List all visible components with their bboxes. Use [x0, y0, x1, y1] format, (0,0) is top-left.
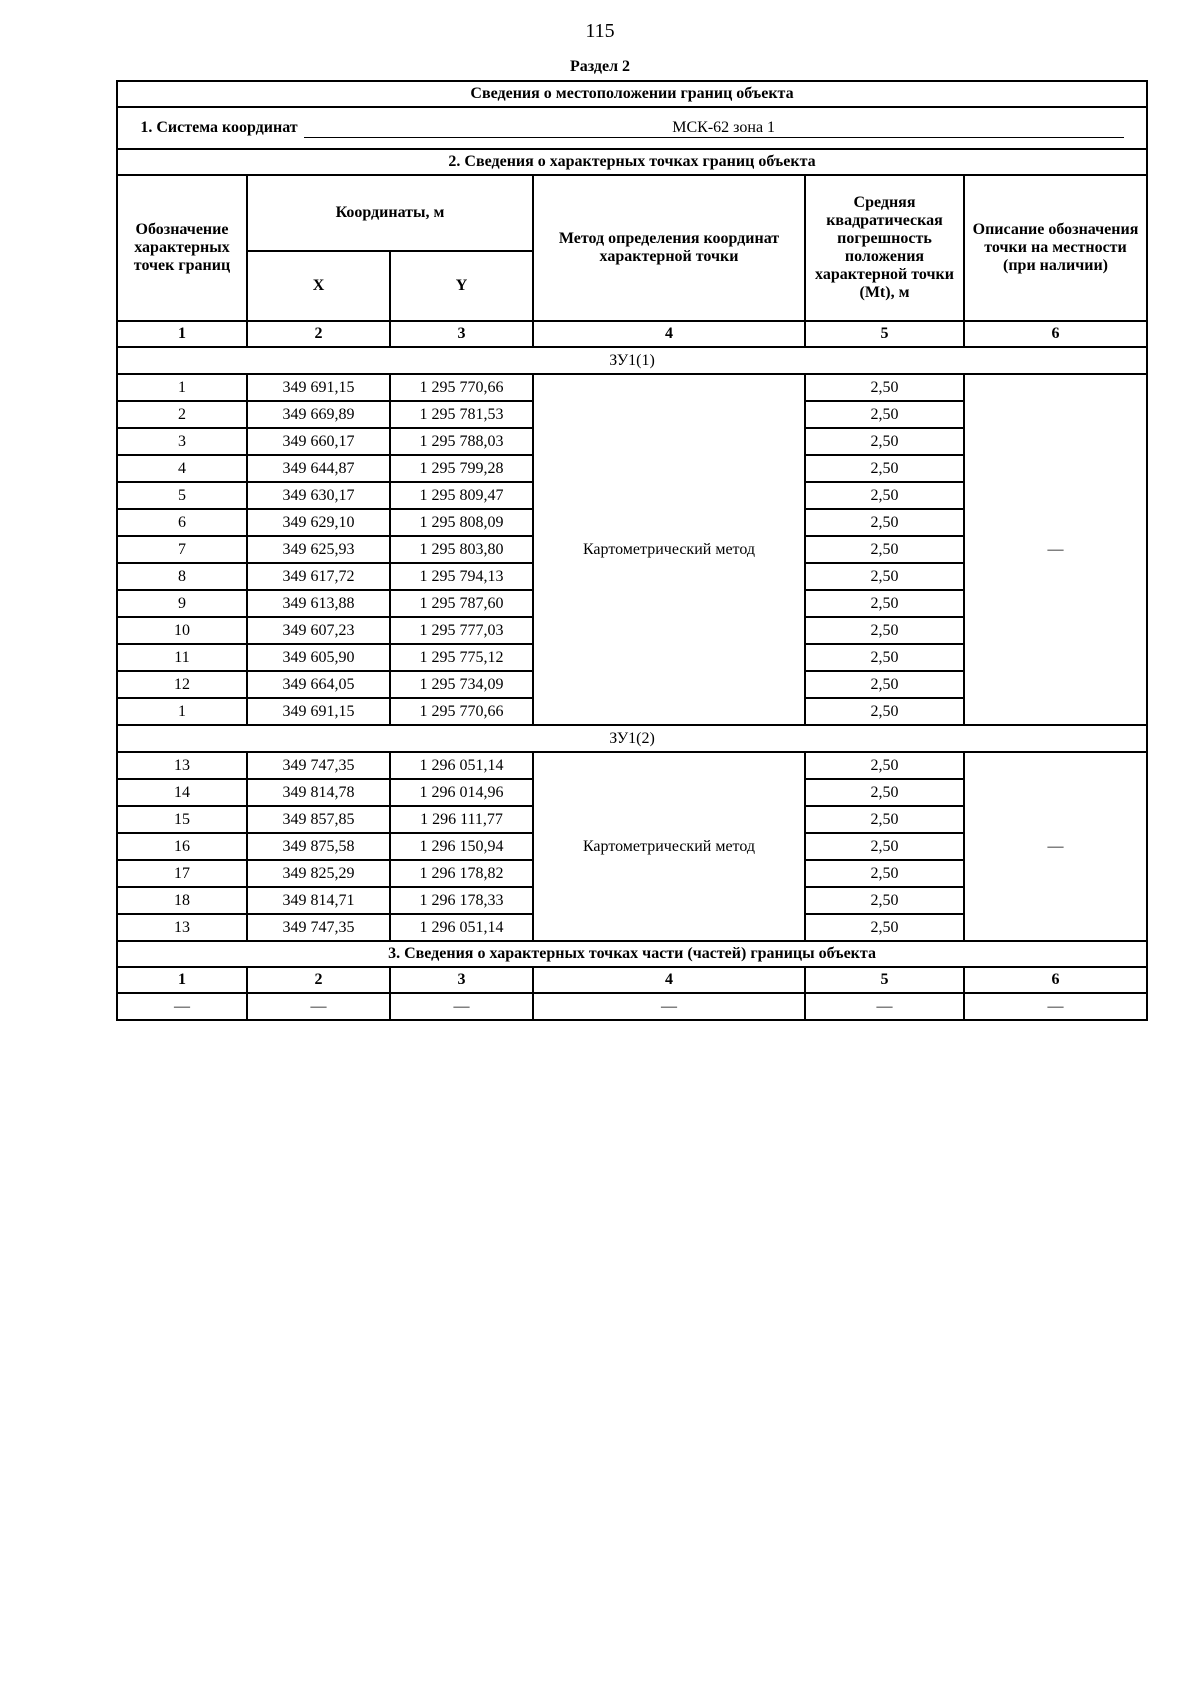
coord-x: 349 644,87: [247, 455, 390, 482]
coord-y: 1 296 051,14: [390, 752, 533, 779]
coord-system-row: [117, 107, 1147, 149]
part-point-cell: —: [247, 993, 390, 1020]
group-label: ЗУ1(1): [117, 347, 1147, 374]
column-number: 4: [533, 321, 805, 347]
point-number: 15: [117, 806, 247, 833]
coord-y: 1 295 777,03: [390, 617, 533, 644]
error-value: 2,50: [805, 563, 964, 590]
coord-y: 1 295 770,66: [390, 374, 533, 401]
column-number: 6: [964, 967, 1147, 993]
coord-x: 349 747,35: [247, 752, 390, 779]
column-numbers-row-2: [117, 967, 1147, 993]
error-value: 2,50: [805, 806, 964, 833]
point-number: 18: [117, 887, 247, 914]
coord-y: 1 295 799,28: [390, 455, 533, 482]
coord-y: 1 295 787,60: [390, 590, 533, 617]
coord-x: 349 814,71: [247, 887, 390, 914]
header-coords: Координаты, м: [247, 175, 533, 251]
coord-y: 1 295 809,47: [390, 482, 533, 509]
table-title: Сведения о местоположении границ объекта: [117, 81, 1147, 107]
point-number: 13: [117, 752, 247, 779]
coord-y: 1 295 808,09: [390, 509, 533, 536]
error-value: 2,50: [805, 860, 964, 887]
error-value: 2,50: [805, 698, 964, 725]
part-point-cell: —: [533, 993, 805, 1020]
error-value: 2,50: [805, 536, 964, 563]
coord-x: 349 691,15: [247, 374, 390, 401]
part-point-cell: —: [805, 993, 964, 1020]
part-points-row: [117, 993, 1147, 1020]
error-value: 2,50: [805, 428, 964, 455]
column-number: 4: [533, 967, 805, 993]
section-title: Раздел 2: [569, 58, 631, 75]
coord-x: 349 613,88: [247, 590, 390, 617]
point-number: 12: [117, 671, 247, 698]
coord-y: 1 296 150,94: [390, 833, 533, 860]
method-cell: Картометрический метод: [533, 374, 805, 725]
error-value: 2,50: [805, 455, 964, 482]
coord-y: 1 295 770,66: [390, 698, 533, 725]
coord-x: 349 664,05: [247, 671, 390, 698]
coord-x: 349 660,17: [247, 428, 390, 455]
coord-x: 349 857,85: [247, 806, 390, 833]
error-value: 2,50: [805, 644, 964, 671]
coord-y: 1 295 794,13: [390, 563, 533, 590]
coord-x: 349 607,23: [247, 617, 390, 644]
error-value: 2,50: [805, 509, 964, 536]
group-label: ЗУ1(2): [117, 725, 1147, 752]
coord-x: 349 669,89: [247, 401, 390, 428]
coord-x: 349 630,17: [247, 482, 390, 509]
coord-y: 1 295 781,53: [390, 401, 533, 428]
part-point-cell: —: [964, 993, 1147, 1020]
table-row: [117, 374, 1147, 401]
coord-y: 1 295 788,03: [390, 428, 533, 455]
description-cell: —: [964, 752, 1147, 941]
header-error: Средняя квадратическая погрешность положения характерной точки (Mt), м: [805, 175, 964, 321]
point-number: 16: [117, 833, 247, 860]
error-value: 2,50: [805, 752, 964, 779]
coord-x: 349 747,35: [247, 914, 390, 941]
coord-system-label: 1. Система координат: [140, 118, 298, 136]
column-number: 3: [390, 321, 533, 347]
header-x: X: [247, 251, 390, 321]
coord-y: 1 296 178,33: [390, 887, 533, 914]
error-value: 2,50: [805, 914, 964, 941]
coord-x: 349 814,78: [247, 779, 390, 806]
coord-y: 1 295 803,80: [390, 536, 533, 563]
table-row: [117, 752, 1147, 779]
error-value: 2,50: [805, 887, 964, 914]
column-number: 3: [390, 967, 533, 993]
point-number: 1: [117, 698, 247, 725]
point-number: 10: [117, 617, 247, 644]
point-number: 14: [117, 779, 247, 806]
point-number: 4: [117, 455, 247, 482]
part-point-cell: —: [117, 993, 247, 1020]
point-number: 2: [117, 401, 247, 428]
coord-x: 349 825,29: [247, 860, 390, 887]
page-number: 115: [585, 20, 615, 42]
coord-x: 349 691,15: [247, 698, 390, 725]
column-number: 2: [247, 321, 390, 347]
column-number: 5: [805, 967, 964, 993]
part-point-cell: —: [390, 993, 533, 1020]
coord-y: 1 295 734,09: [390, 671, 533, 698]
coord-x: 349 617,72: [247, 563, 390, 590]
coord-x: 349 629,10: [247, 509, 390, 536]
coord-x: 349 875,58: [247, 833, 390, 860]
coord-y: 1 296 178,82: [390, 860, 533, 887]
point-number: 9: [117, 590, 247, 617]
coord-x: 349 605,90: [247, 644, 390, 671]
boundary-table: [116, 80, 1148, 1021]
header-description: Описание обозначения точки на местности (при наличии): [964, 175, 1147, 321]
column-number: 6: [964, 321, 1147, 347]
coord-y: 1 296 014,96: [390, 779, 533, 806]
subsection-3-title: 3. Сведения о характерных точках части (частей) границы объекта: [117, 941, 1147, 967]
error-value: 2,50: [805, 833, 964, 860]
description-cell: —: [964, 374, 1147, 725]
error-value: 2,50: [805, 590, 964, 617]
point-number: 8: [117, 563, 247, 590]
column-number: 1: [117, 321, 247, 347]
point-number: 3: [117, 428, 247, 455]
error-value: 2,50: [805, 401, 964, 428]
column-number: 5: [805, 321, 964, 347]
point-number: 5: [117, 482, 247, 509]
error-value: 2,50: [805, 482, 964, 509]
error-value: 2,50: [805, 617, 964, 644]
coord-x: 349 625,93: [247, 536, 390, 563]
header-y: Y: [390, 251, 533, 321]
subsection-2-title: 2. Сведения о характерных точках границ объекта: [117, 149, 1147, 175]
coord-y: 1 296 051,14: [390, 914, 533, 941]
column-numbers-row: [117, 321, 1147, 347]
error-value: 2,50: [805, 374, 964, 401]
coord-y: 1 296 111,77: [390, 806, 533, 833]
point-number: 6: [117, 509, 247, 536]
header-method: Метод определения координат характерной точки: [533, 175, 805, 321]
point-number: 7: [117, 536, 247, 563]
header-point-designation: Обозначение характерных точек границ: [117, 175, 247, 321]
coord-y: 1 295 775,12: [390, 644, 533, 671]
point-number: 11: [117, 644, 247, 671]
error-value: 2,50: [805, 671, 964, 698]
point-number: 17: [117, 860, 247, 887]
method-cell: Картометрический метод: [533, 752, 805, 941]
coord-system-value: МСК-62 зона 1: [304, 119, 1124, 138]
error-value: 2,50: [805, 779, 964, 806]
point-number: 13: [117, 914, 247, 941]
column-number: 2: [247, 967, 390, 993]
column-number: 1: [117, 967, 247, 993]
point-number: 1: [117, 374, 247, 401]
